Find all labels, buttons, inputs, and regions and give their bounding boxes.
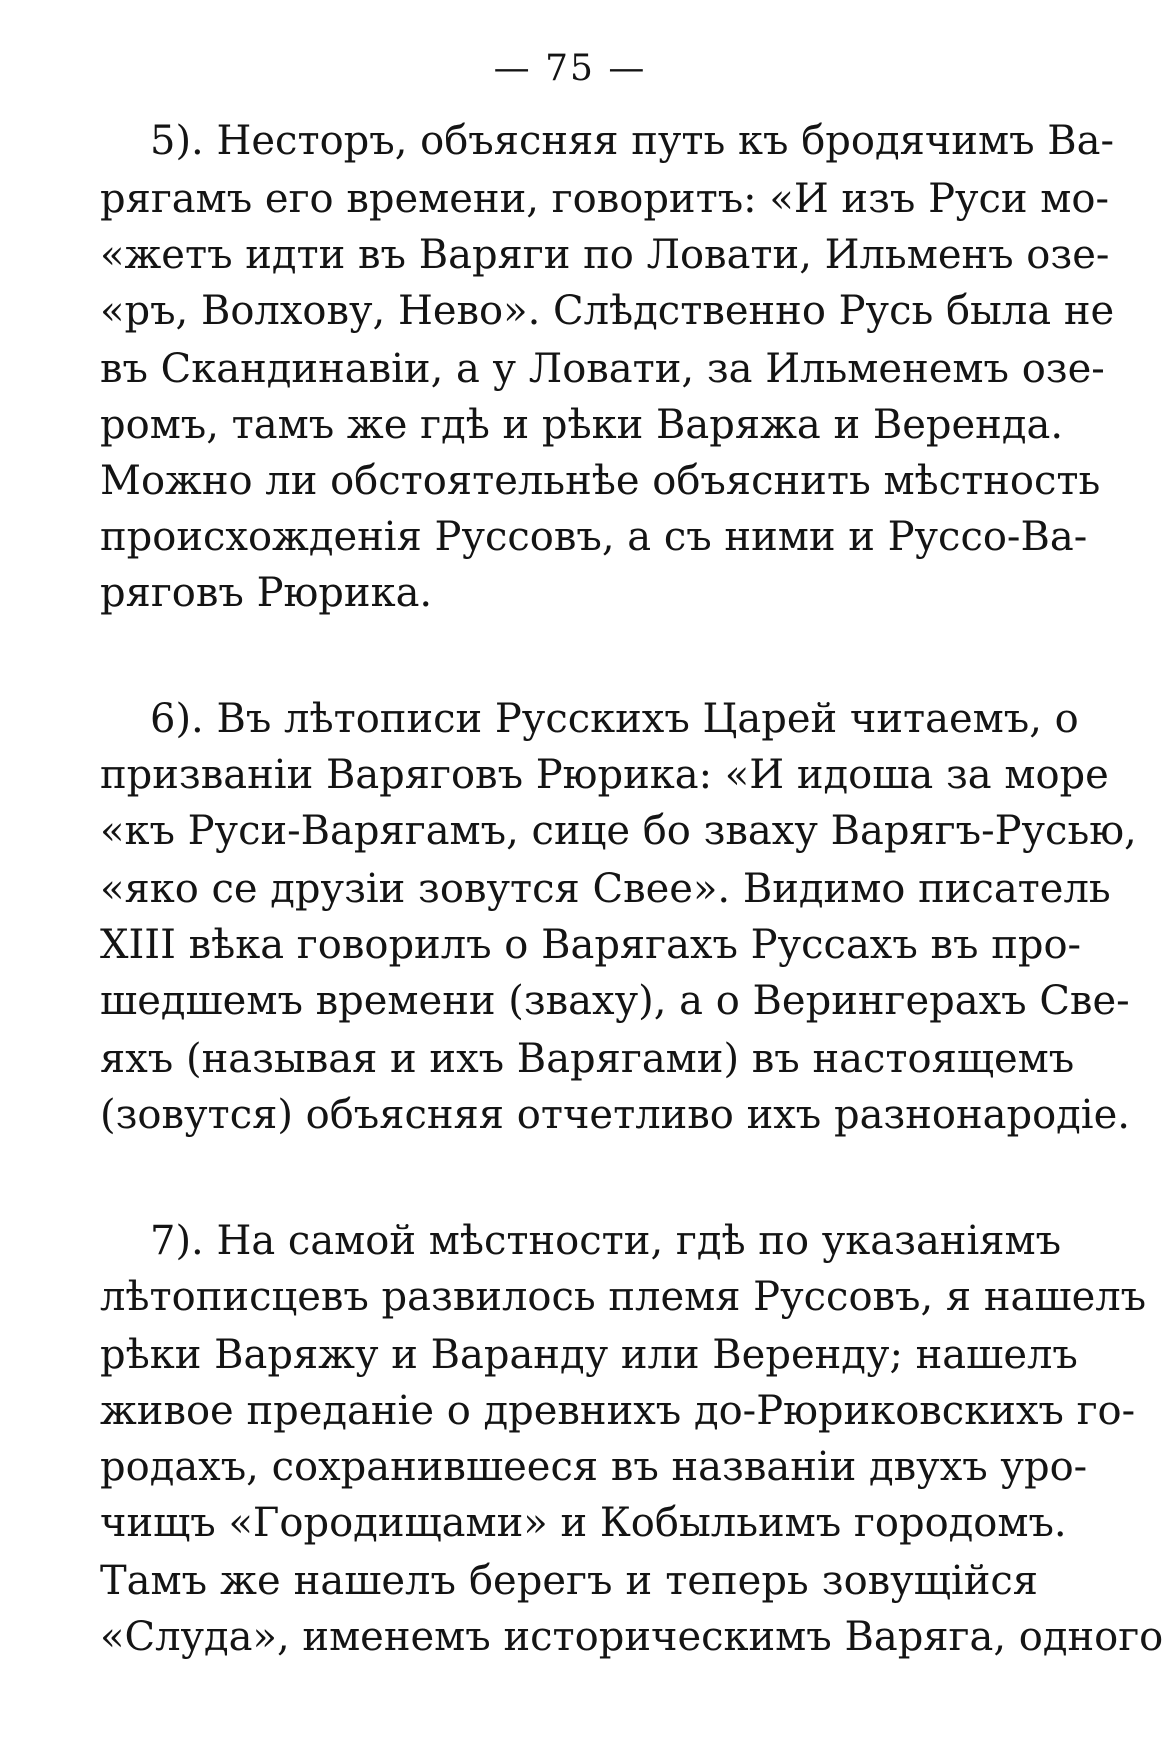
text-line: яхъ (называя и ихъ Варягами) въ настоящемъ bbox=[100, 1036, 1075, 1082]
text-line: живое преданіе о древнихъ до-Рюриковскихъ го- bbox=[100, 1388, 1136, 1434]
text-line: чищъ «Городищами» и Кобыльимъ городомъ. bbox=[100, 1500, 1067, 1546]
text-line: «жетъ идти въ Варяги по Ловати, Ильменъ озе- bbox=[100, 232, 1110, 278]
text-line: призваніи Варяговъ Рюрика: «И идоша за море bbox=[100, 752, 1109, 798]
text-line: ромъ, тамъ же гдѣ и рѣки Варяжа и Веренда. bbox=[100, 402, 1064, 448]
text-line: ряговъ Рюрика. bbox=[100, 570, 433, 616]
text-line: Можно ли обстоятельнѣе объяснить мѣстность bbox=[100, 458, 1101, 504]
text-line: «къ Руси-Варягамъ, сице бо зваху Варягъ-Русью, bbox=[100, 808, 1137, 854]
text-line: «яко се друзіи зовутся Свее». Видимо писатель bbox=[100, 866, 1111, 912]
text-line: рягамъ его времени, говоритъ: «И изъ Руси мо- bbox=[100, 176, 1110, 222]
text-line: родахъ, сохранившееся въ названіи двухъ уро- bbox=[100, 1444, 1088, 1490]
text-line: 6). Въ лѣтописи Русскихъ Царей читаемъ, о bbox=[150, 696, 1079, 742]
text-line: шедшемъ времени (зваху), а о Верингерахъ Све- bbox=[100, 978, 1130, 1024]
text-line: Тамъ же нашелъ берегъ и теперь зовущійся bbox=[100, 1558, 1038, 1604]
text-line: 7). На самой мѣстности, гдѣ по указаніямъ bbox=[150, 1218, 1062, 1264]
text-line: въ Скандинавіи, а у Ловати, за Ильменемъ озе- bbox=[100, 346, 1105, 392]
page-number: — 75 — bbox=[493, 48, 647, 89]
text-line: XIII вѣка говорилъ о Варягахъ Руссахъ въ про- bbox=[100, 922, 1082, 968]
text-line: рѣки Варяжу и Варанду или Веренду; нашелъ bbox=[100, 1332, 1078, 1378]
text-line: лѣтописцевъ развилось племя Руссовъ, я нашелъ bbox=[100, 1274, 1147, 1320]
text-line: 5). Несторъ, объясняя путь къ бродячимъ Ва- bbox=[150, 118, 1114, 164]
text-line: «ръ, Волхову, Нево». Слѣдственно Русь была не bbox=[100, 288, 1115, 334]
text-line: происхожденія Руссовъ, а съ ними и Руссо-Ва- bbox=[100, 514, 1088, 560]
text-line: (зовутся) объясняя отчетливо ихъ разнонародіе. bbox=[100, 1092, 1130, 1138]
text-line: «Слуда», именемъ историческимъ Варяга, одного bbox=[100, 1614, 1163, 1660]
